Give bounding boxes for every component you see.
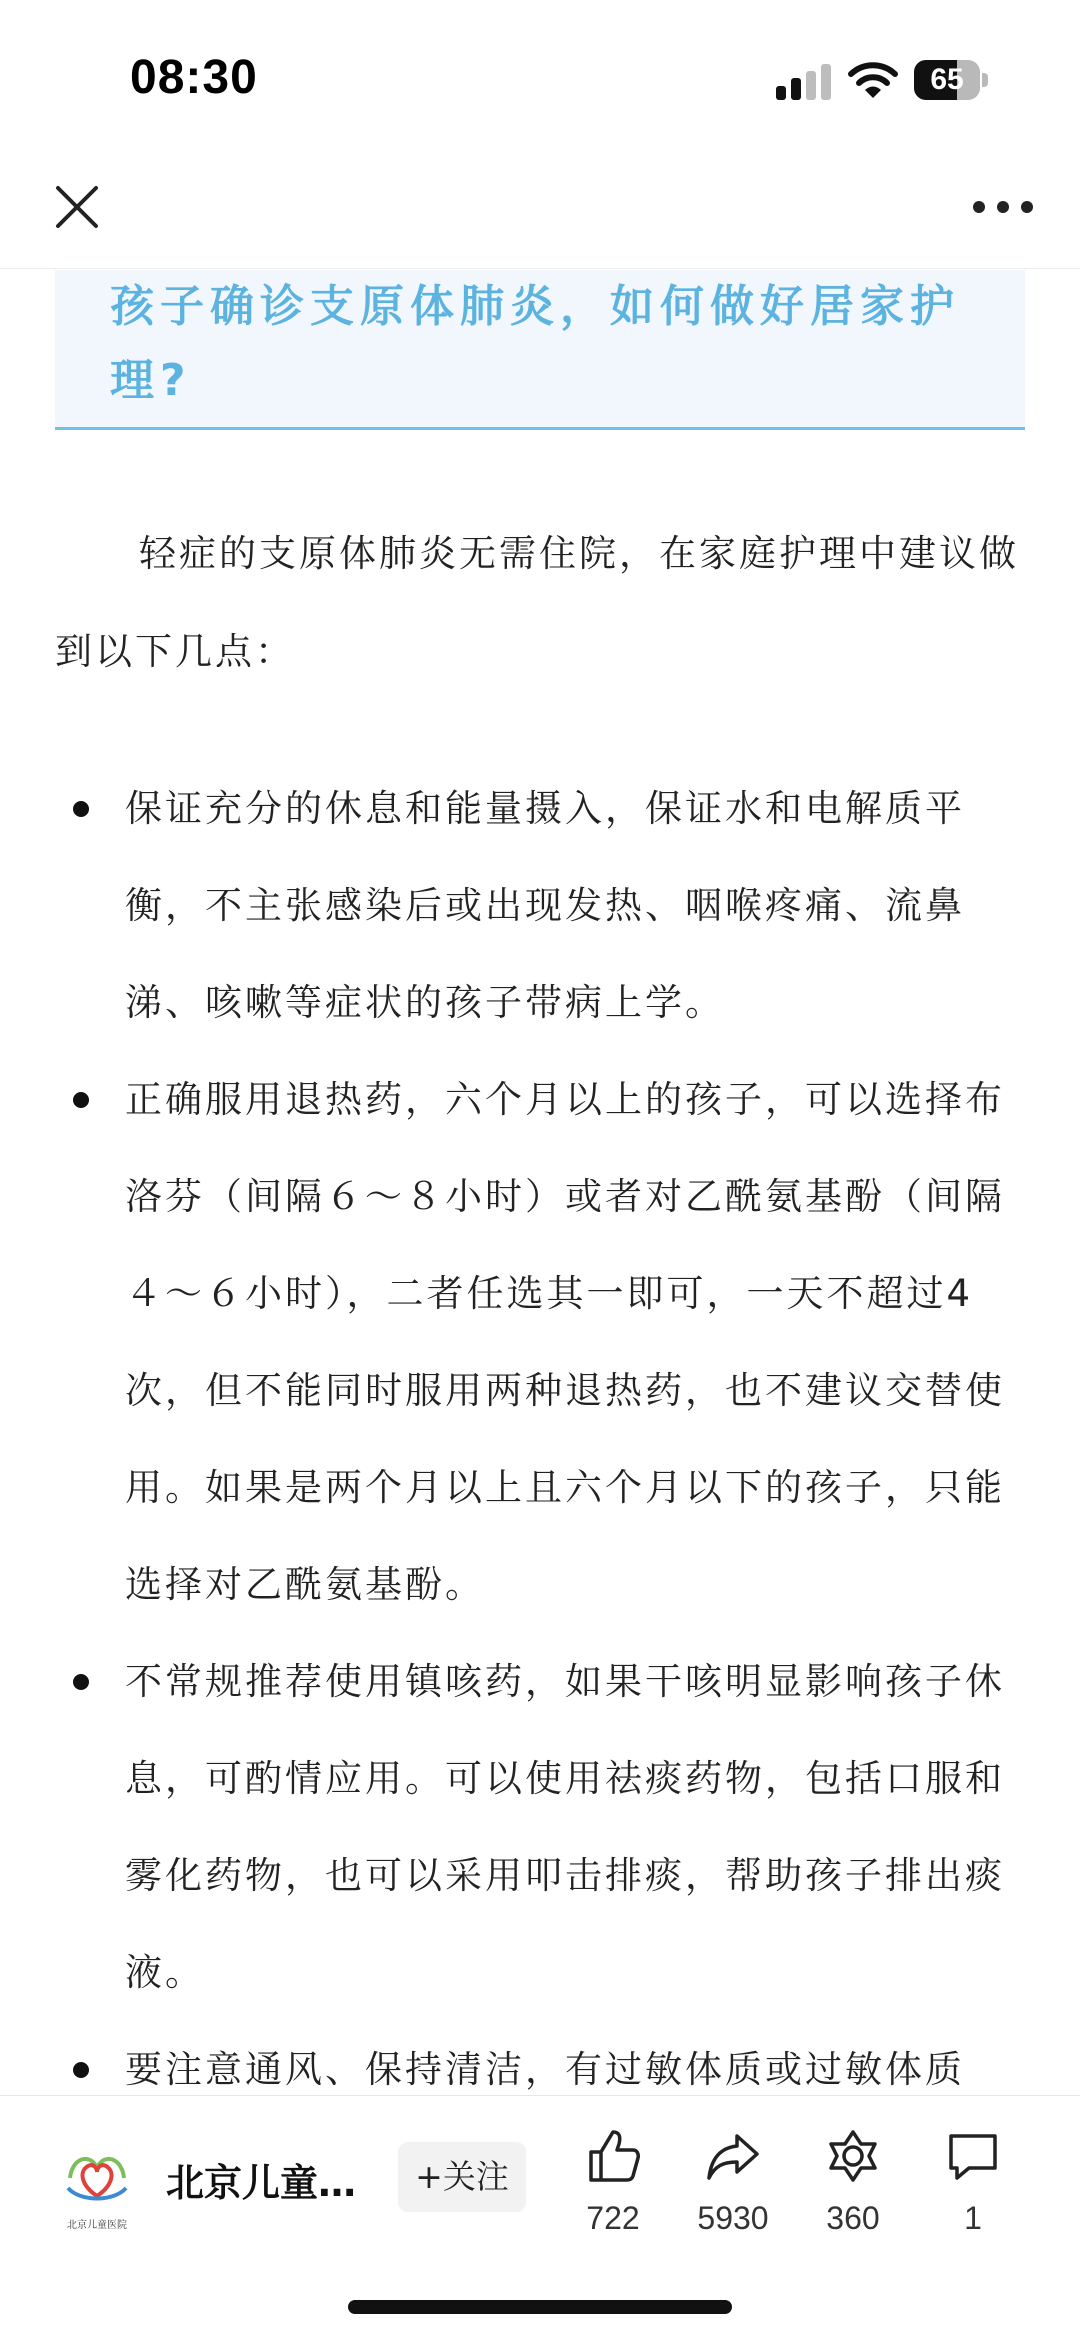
more-icon[interactable] (970, 198, 1036, 216)
list-item (55, 1051, 1025, 1633)
share-button[interactable] (673, 2126, 793, 2256)
article-title: 孩子确诊支原体肺炎，如何做好居家护理? (110, 281, 960, 406)
battery-icon (914, 60, 990, 100)
list-item-text: 要注意通风、保持清洁，有过敏体质或过敏体质 (125, 2048, 965, 2091)
status-time: 08:30 (130, 51, 258, 104)
comment-count: 1 (964, 2200, 982, 2236)
share-icon (703, 2126, 763, 2186)
home-indicator[interactable] (348, 2300, 732, 2314)
list-item (55, 1633, 1025, 2021)
wifi-icon (848, 60, 898, 100)
intro-paragraph: 轻症的支原体肺炎无需住院，在家庭护理中建议做到以下几点： (55, 532, 1019, 673)
like-button[interactable] (553, 2126, 673, 2256)
list-item-text: 不常规推荐使用镇咳药，如果干咳明显影响孩子休息，可酌情应用。可以使用祛痰药物，包括口服和雾化药物，也可以采用叩击排痰，帮助孩子排出痰液。 (125, 1660, 1005, 1994)
follow-button[interactable]: +关注 (398, 2142, 526, 2212)
close-icon[interactable] (50, 180, 104, 234)
share-count: 5930 (697, 2200, 769, 2236)
nav-bar (0, 150, 1080, 269)
favorite-count: 360 (826, 2200, 880, 2236)
title-box (55, 270, 1025, 430)
comment-button[interactable] (913, 2126, 1033, 2256)
favorite-button[interactable] (793, 2126, 913, 2256)
signal-icon (776, 64, 832, 100)
like-icon (583, 2126, 643, 2186)
account-name[interactable]: 北京儿童… (166, 2161, 357, 2205)
list-item-text: 保证充分的休息和能量摄入，保证水和电解质平衡，不主张感染后或出现发热、咽喉疼痛、流鼻涕、咳嗽等症状的孩子带病上学。 (125, 787, 965, 1024)
bullet-dot (73, 801, 89, 817)
logo-caption: 北京儿童医院 (67, 2220, 127, 2231)
battery-level: 65 (930, 63, 964, 96)
bullet-dot (73, 1092, 89, 1108)
list-item-text: 正确服用退热药，六个月以上的孩子，可以选择布洛芬（间隔６～８小时）或者对乙酰氨基酚（间隔４～６小时），二者任选其一即可，一天不超过4次，但不能同时服用两种退热药，也不建议交替使用。如果是两个月以上且六个月以下的孩子，只能选择对乙酰氨基酚。 (125, 1078, 1005, 1606)
bullet-dot (73, 2062, 89, 2078)
like-count: 722 (586, 2200, 640, 2236)
favorite-icon (823, 2126, 883, 2186)
status-bar (0, 0, 1080, 150)
comment-icon (943, 2126, 1003, 2186)
bullet-list (55, 760, 1025, 2118)
list-item (55, 760, 1025, 1051)
bullet-dot (73, 1674, 89, 1690)
account-logo[interactable] (60, 2138, 134, 2234)
